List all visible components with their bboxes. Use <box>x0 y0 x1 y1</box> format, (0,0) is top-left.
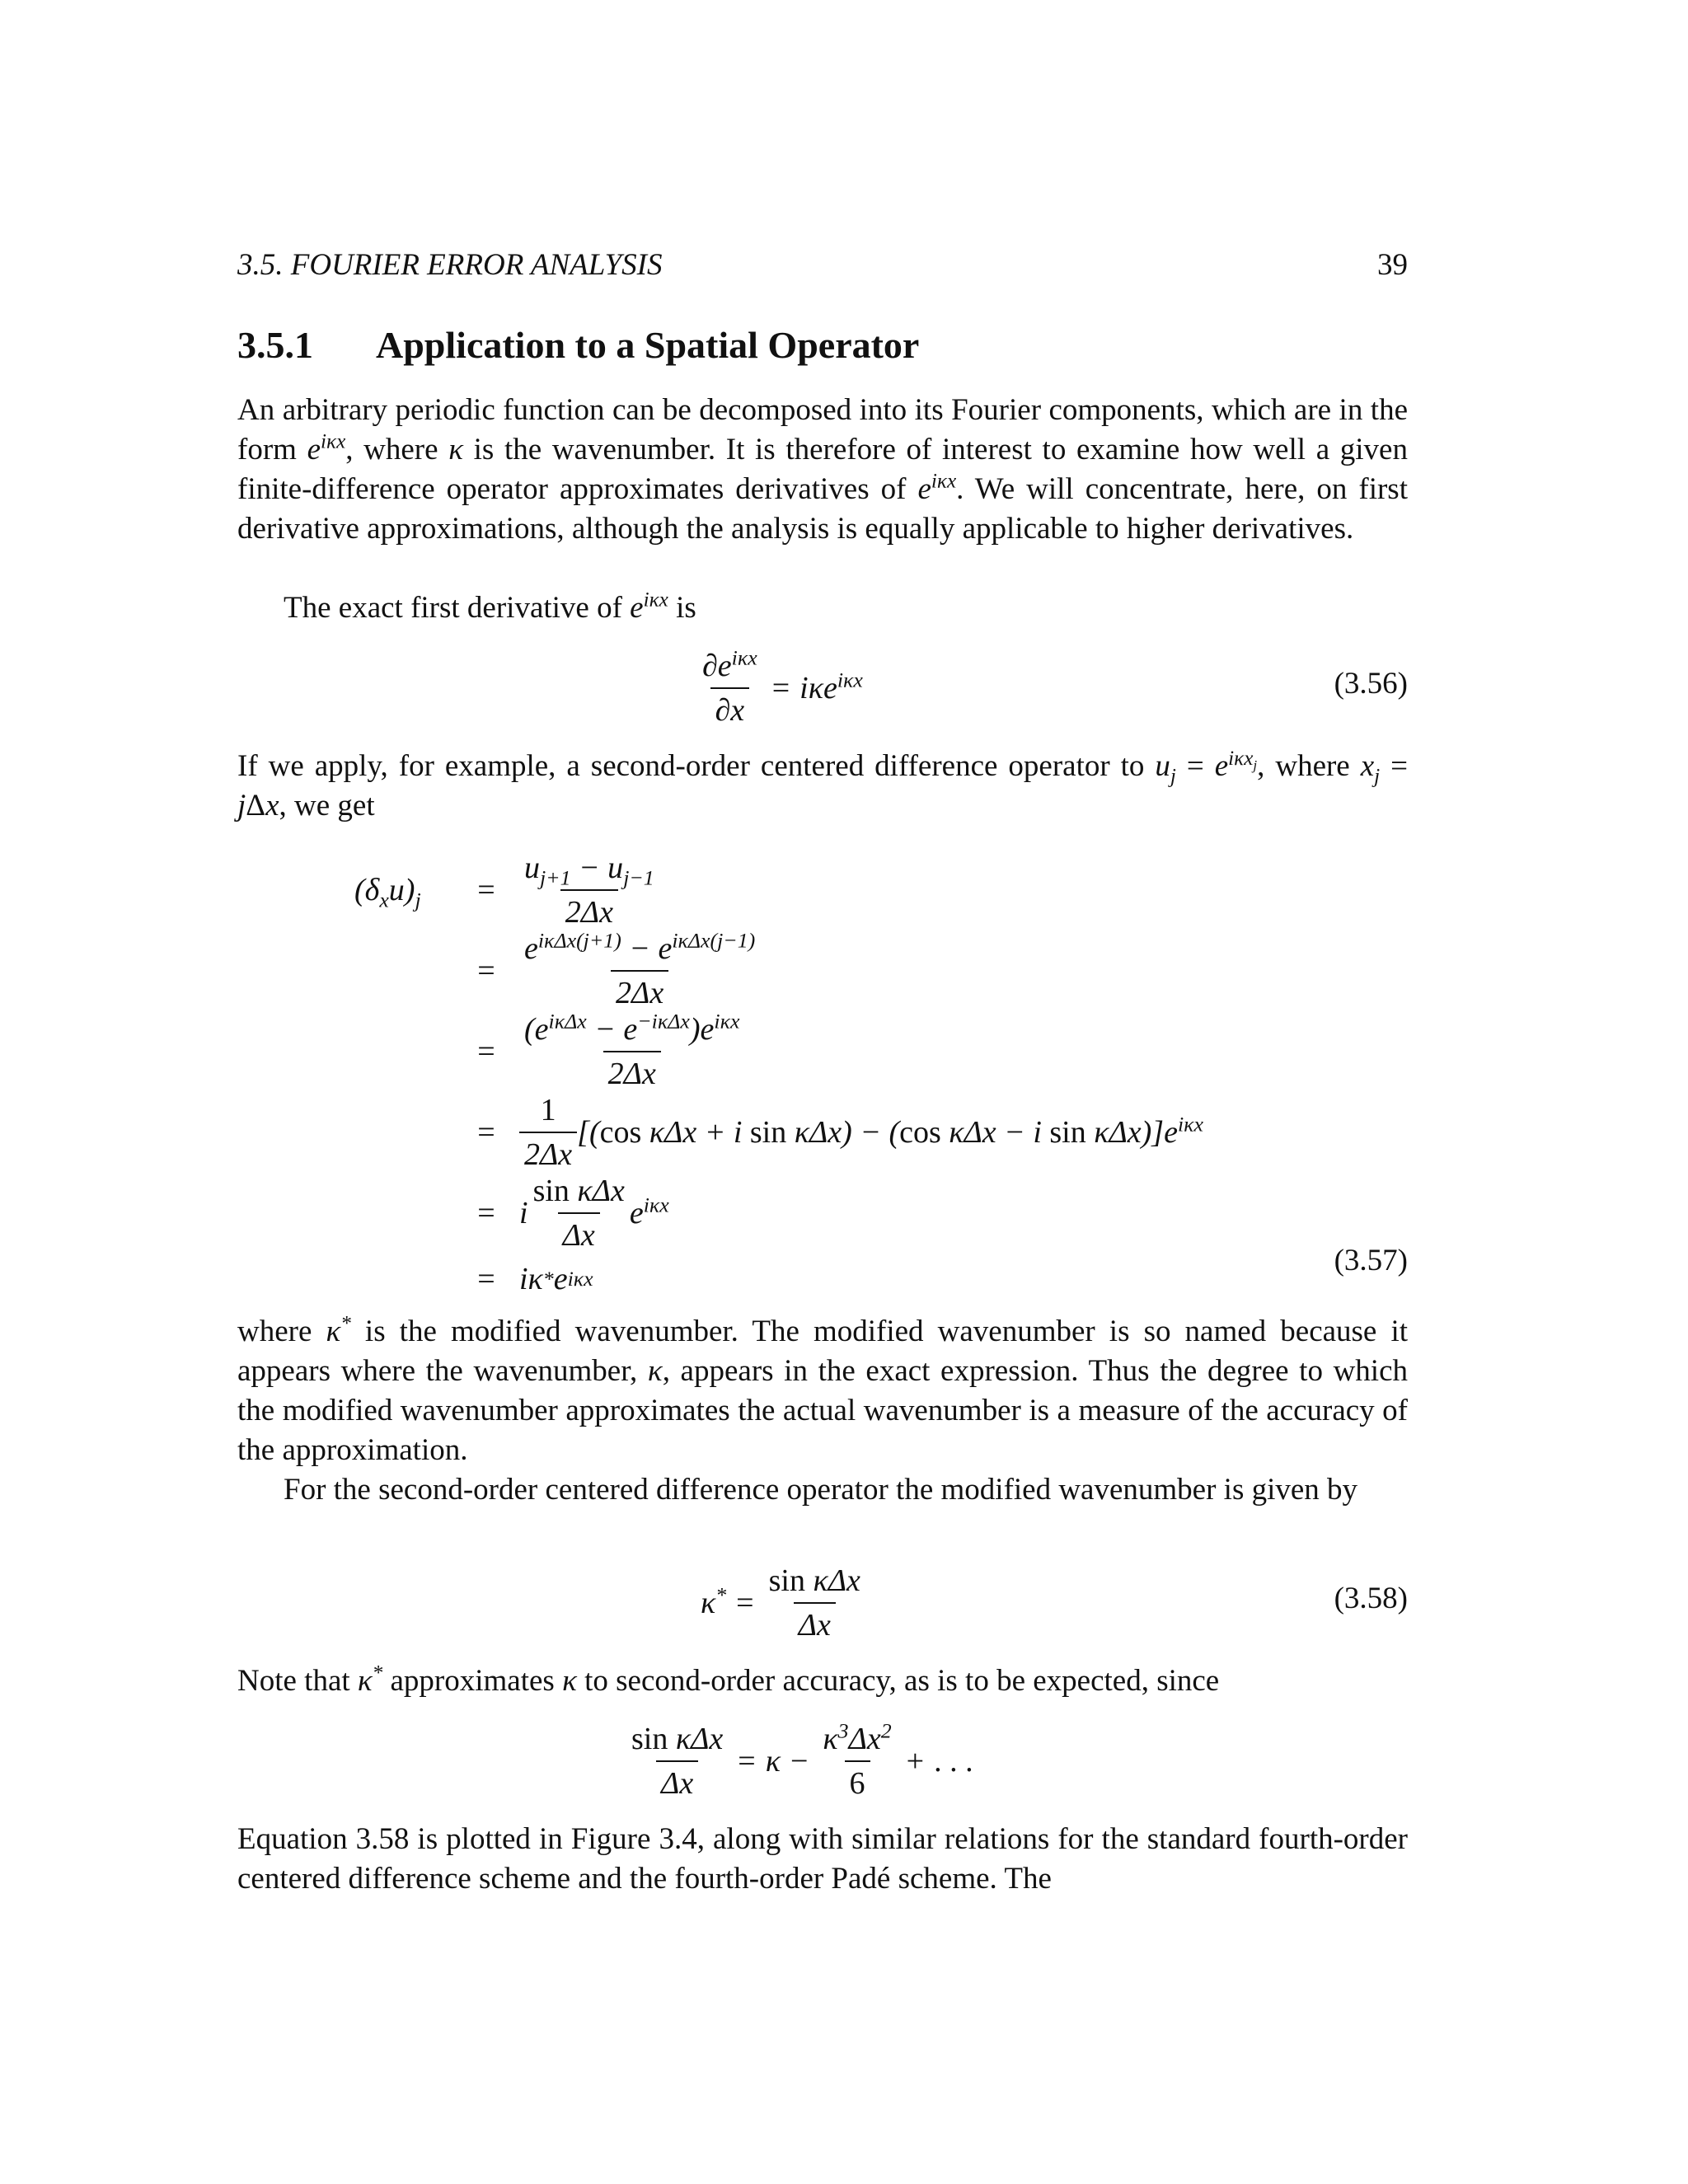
paragraph-modified-wavenumber: where κ* is the modified wavenumber. The modified wavenumber is so named because it appears where the wavenumber, κ, appears in the exact expression. Thus the degree to which the modified wavenumber approximates the actual wavenumber is a measure of the accuracy of the approximation. <box>237 1312 1409 1467</box>
paragraph-exact-derivative: The exact first derivative of $e^{i\kappa x}$ is <box>284 588 696 625</box>
equation-3-57-derivation: $(\delta_xu)_j$ = $\frac{u_{j+1} - u_{j-1}}{2\Delta x}$ = $\frac{e^{i\kappa\Delta x(j+1)} - e^{i\kappa\Delta x(j-1)}}{2\Delta x}$ = $\frac{(e^{i\kappa\Delta x} - e^{-i\kappa\Delta x})e^{i\kappa x}}{2\Delta x}$ = $\frac{1}{2\Delta x}$ [(cos κΔx + i sin κΔx) − (cos κΔx − i $\sin \kappa\Delta x)]e^{i\kappa x}$ = i $\frac{\text{sin κΔx}}{\Delta x}$ $e^{i\kappa x}$ = iκ * e iκx <box>354 851 1203 1296</box>
section-title: Application to a Spatial Operator <box>376 324 920 366</box>
paragraph-apply-operator: If we apply, for example, a second-order centered difference operator to $u_j = e^{i\kappa x_j}$, where $x_j = j\Delta x$, we get <box>237 747 1408 823</box>
equation-3-56: $\frac{\partial e^{i\kappa x}}{\partial x}$ = iκe$^{i\kappa x}$ <box>702 645 863 728</box>
paragraph-second-order: For the second-order centered difference operator the modified wavenumber is given by <box>284 1473 1358 1507</box>
running-title: 3.5. FOURIER ERROR ANALYSIS <box>237 248 663 282</box>
paragraph-intro: An arbitrary periodic function can be decomposed into its Fourier components, which are in the form $e^{i\kappa x}$, where κ is the wavenumber. It is therefore of interest to examine how well a given finite-difference operator approximates derivatives of $e^{i\kappa x}$. We will concentrate, here, on first derivative approximations, although the analysis is equally applicable to higher derivatives. <box>237 393 1408 546</box>
equation-number-3-58: (3.58) <box>1334 1582 1408 1615</box>
equation-taylor-expansion: $\frac{\text{sin κΔx}}{\Delta x}$ = κ − $\frac{\kappa^3\Delta x^2}{6}$ + . . . <box>631 1718 973 1801</box>
equation-3-58: κ* = $\frac{\text{sin κΔx}}{\Delta x}$ <box>701 1563 860 1643</box>
paragraph-note-accuracy: Note that κ* approximates κ to second-order accuracy, as is to be expected, since <box>237 1661 1220 1698</box>
page-number: 39 <box>1377 248 1408 282</box>
section-heading <box>237 323 919 367</box>
section-number: 3.5.1 <box>237 324 313 366</box>
equation-number-3-57: (3.57) <box>1334 1244 1408 1277</box>
running-header <box>237 247 1408 288</box>
equation-number-3-56: (3.56) <box>1334 667 1408 701</box>
paragraph-figure-reference: Equation 3.58 is plotted in Figure 3.4, along with similar relations for the standard fourth-order centered difference scheme and the fourth-order Padé scheme. The <box>237 1822 1408 1896</box>
